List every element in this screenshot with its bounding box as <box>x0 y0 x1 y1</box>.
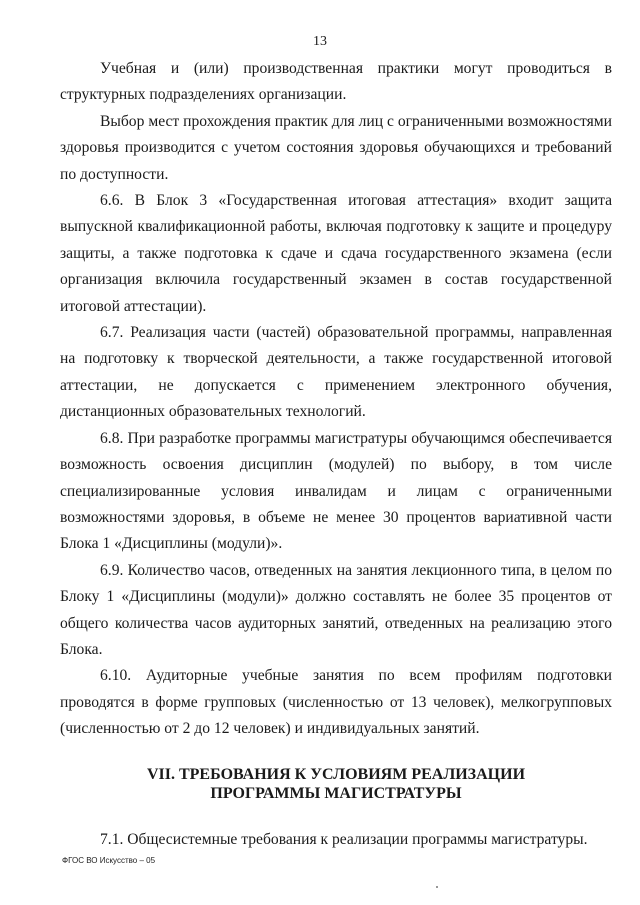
document-body <box>60 56 612 853</box>
scan-artifact <box>436 886 438 888</box>
paragraph-6-8: 6.8. При разработке программы магистратуры обучающимся обеспечивается возможность освоения дисциплин (модулей) по выбору, в том числе специализированные условия инвалидам и лицам с ограниченными возможностями здоровья, в объеме не менее 30 процентов вариативной части Блока 1 «Дисциплины (модули)». <box>60 429 612 553</box>
document-footer: ФГОС ВО Искусство – 05 <box>62 856 156 865</box>
page-number: 13 <box>313 34 327 49</box>
paragraph-6-6: 6.6. В Блок 3 «Государственная итоговая аттестация» входит защита выпускной квалификационной работы, включая подготовку к защите и процедуру защиты, а также подготовка к сдаче и сдача государственного экзамена (если организация включила государственный экзамен в состав государственной итоговой аттестации). <box>60 192 612 315</box>
paragraph-6-10: 6.10. Аудиторные учебные занятия по всем профилям подготовки проводятся в форме групповых (численностью от 13 человек), мелкогрупповых (численностью от 2 до 12 человек) и индивидуальных занятий. <box>60 667 612 738</box>
section-heading: VII. ТРЕБОВАНИЯ К УСЛОВИЯМ РЕАЛИЗАЦИИ ПРОГРАММЫ МАГИСТРАТУРЫ <box>146 765 526 802</box>
paragraph-6-7: 6.7. Реализация части (частей) образовательной программы, направленная на подготовку к творческой деятельности, а также государственной итоговой аттестации, не допускается с применением электронного обучения, дистанционных образовательных технологий. <box>60 324 612 421</box>
paragraph-practice-accessibility: Выбор мест прохождения практик для лиц с ограниченными возможностями здоровья производится с учетом состояния здоровья обучающихся и требований по доступности. <box>60 112 612 183</box>
paragraph-6-9: 6.9. Количество часов, отведенных на занятия лекционного типа, в целом по Блоку 1 «Дисциплины (модули)» должно составлять не более 35 процентов от общего количества часов аудиторных занятий, отведенных на реализацию этого Блока. <box>60 561 612 658</box>
paragraph-7-1: 7.1. Общесистемные требования к реализации программы магистратуры. <box>100 830 588 848</box>
paragraph-practice-units: Учебная и (или) производственная практики могут проводиться в структурных подразделениях организации. <box>60 60 612 104</box>
